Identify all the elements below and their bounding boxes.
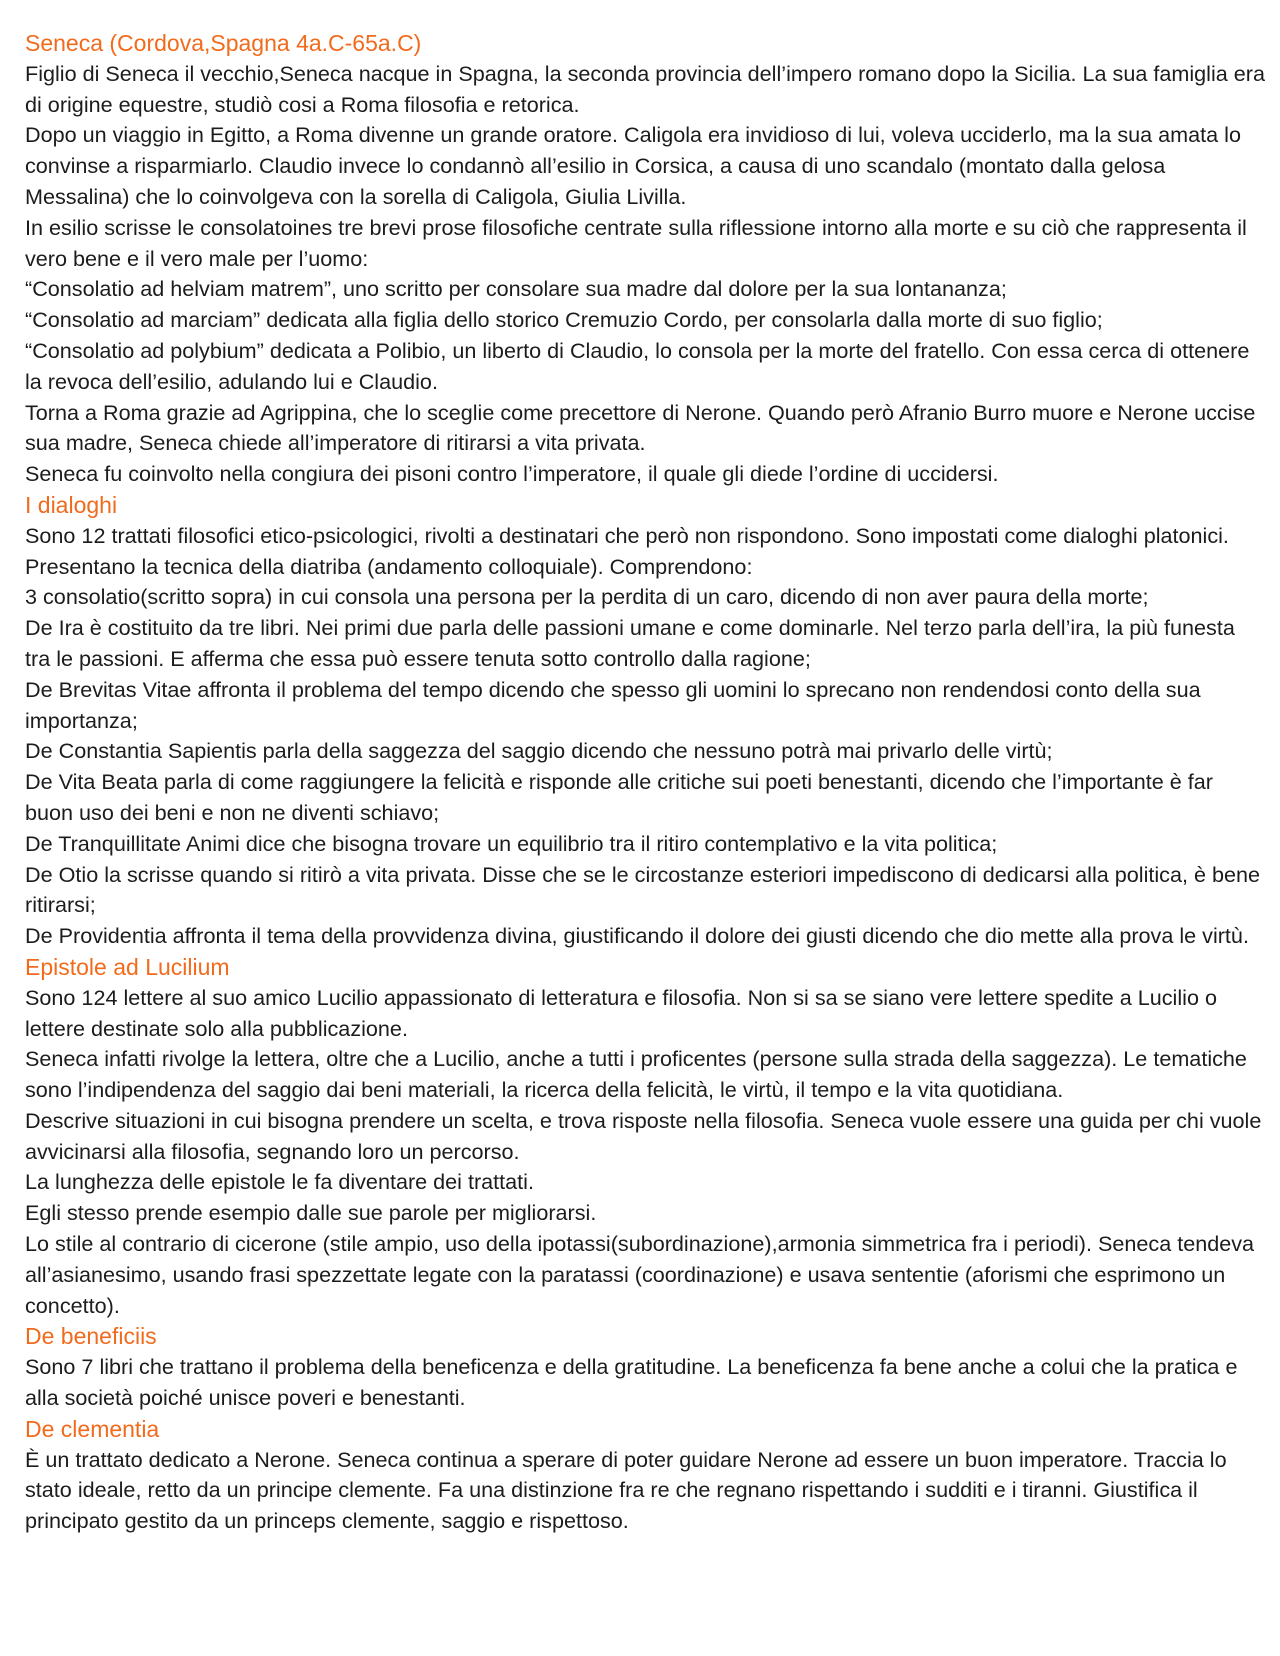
paragraph: Lo stile al contrario di cicerone (stile ampio, uso della ipotassi(subordinazione),armonia simmetrica fra i periodi). Seneca tendeva all’asianesimo, usando frasi spezzettate legate con la paratassi (coordinazione) e usava sententie (aforismi che esprimono un concetto). (25, 1231, 1255, 1318)
paragraph: Sono 7 libri che trattano il problema della beneficenza e della gratitudine. La beneficenza fa bene anche a colui che la pratica e alla società poiché unisce poveri e benestanti. (25, 1354, 1238, 1411)
section-heading: Seneca (Cordova,Spagna 4a.C-65a.C) (25, 30, 422, 56)
document-page (25, 28, 1265, 1537)
section-seneca (25, 28, 1265, 490)
paragraph: 3 consolatio(scritto sopra) in cui consola una persona per la perdita di un caro, dicendo di non aver paura della morte; (25, 584, 1149, 610)
section-beneficiis (25, 1321, 1265, 1413)
paragraph: Seneca fu coinvolto nella congiura dei pisoni contro l’imperatore, il quale gli diede l’ordine di uccidersi. (25, 461, 999, 487)
section-heading: I dialoghi (25, 491, 118, 518)
paragraph: De Brevitas Vitae affronta il problema del tempo dicendo che spesso gli uomini lo sprecano non rendendosi conto della sua importanza; (25, 676, 1201, 733)
paragraph: Egli stesso prende esempio dalle sue parole per migliorarsi. (25, 1200, 597, 1226)
paragraph: Sono 124 lettere al suo amico Lucilio appassionato di letteratura e filosofia. Non si sa se siano vere lettere spedite a Lucilio o lettere destinate solo alla pubblicazione. (25, 984, 1217, 1041)
paragraph: Dopo un viaggio in Egitto, a Roma divenne un grande oratore. Caligola era invidioso di lui, voleva ucciderlo, ma la sua amata lo convinse a risparmiarlo. Claudio invece lo condannò all’esilio in Corsica, a causa di uno scandalo (montato dalla gelosa Messalina) che lo coinvolgeva con la sorella di Caligola, Giulia Livilla. (25, 122, 1241, 209)
paragraph: È un trattato dedicato a Nerone. Seneca continua a sperare di poter guidare Nerone ad essere un buon imperatore. Traccia lo stato ideale, retto da un principe clemente. Fa una distinzione fra re che regnano rispettando i sudditi e i tiranni. Giustifica il principato gestito da un princeps clemente, saggio e rispettoso. (25, 1446, 1227, 1534)
paragraph: “Consolatio ad polybium” dedicata a Polibio, un liberto di Claudio, lo consola per la morte del fratello. Con essa cerca di ottenere la revoca dell’esilio, adulando lui e Claudio. (25, 337, 1250, 394)
paragraph: In esilio scrisse le consolatoines tre brevi prose filosofiche centrate sulla riflessione intorno alla morte e su ciò che rappresenta il vero bene e il vero male per l’uomo: (25, 214, 1247, 271)
section-clementia (25, 1414, 1265, 1537)
section-heading: De beneficiis (25, 1323, 157, 1350)
paragraph: Sono 12 trattati filosofici etico-psicologici, rivolti a destinatari che però non rispondono. Sono impostati come dialoghi platonici. Presentano la tecnica della diatriba (andamento colloquiale). Comprendono: (25, 522, 1229, 579)
paragraph: De Providentia affronta il tema della provvidenza divina, giustificando il dolore dei giusti dicendo che dio mette alla prova le virtù. (25, 923, 1249, 949)
section-heading: Epistole ad Lucilium (25, 953, 230, 980)
paragraph: La lunghezza delle epistole le fa diventare dei trattati. (25, 1169, 534, 1195)
section-epistole (25, 952, 1265, 1322)
paragraph: “Consolatio ad helviam matrem”, uno scritto per consolare sua madre dal dolore per la sua lontananza; (25, 276, 1007, 302)
paragraph: Descrive situazioni in cui bisogna prendere un scelta, e trova risposte nella filosofia. Seneca vuole essere una guida per chi vuole avvicinarsi alla filosofia, segnando loro un percorso. (25, 1107, 1262, 1164)
paragraph: De Constantia Sapientis parla della saggezza del saggio dicendo che nessuno potrà mai privarlo delle virtù; (25, 738, 1053, 764)
paragraph: Seneca infatti rivolge la lettera, oltre che a Lucilio, anche a tutti i proficentes (persone sulla strada della saggezza). Le tematiche sono l’indipendenza del saggio dai beni materiali, la ricerca della felicità, le virtù, il tempo e la vita quotidiana. (25, 1046, 1247, 1103)
paragraph: Figlio di Seneca il vecchio,Seneca nacque in Spagna, la seconda provincia dell’impero romano dopo la Sicilia. La sua famiglia era di origine equestre, studiò cosi a Roma filosofia e retorica. (25, 60, 1265, 117)
paragraph: De Ira è costituito da tre libri. Nei primi due parla delle passioni umane e come dominarle. Nel terzo parla dell’ira, la più funesta tra le passioni. E afferma che essa può essere tenuta sotto controllo dalla ragione; (25, 615, 1235, 671)
paragraph: Torna a Roma grazie ad Agrippina, che lo sceglie come precettore di Nerone. Quando però Afranio Burro muore e Nerone uccise sua madre, Seneca chiede all’imperatore di ritirarsi a vita privata. (25, 399, 1256, 456)
paragraph: “Consolatio ad marciam” dedicata alla figlia dello storico Cremuzio Cordo, per consolarla dalla morte di suo figlio; (25, 307, 1103, 333)
section-dialoghi (25, 490, 1265, 952)
paragraph: De Vita Beata parla di come raggiungere la felicità e risponde alle critiche sui poeti benestanti, dicendo che l’importante è far buon uso dei beni e non ne diventi schiavo; (25, 769, 1213, 825)
paragraph: De Tranquillitate Animi dice che bisogna trovare un equilibrio tra il ritiro contemplativo e la vita politica; (25, 830, 998, 856)
section-heading: De clementia (25, 1415, 160, 1442)
paragraph: De Otio la scrisse quando si ritirò a vita privata. Disse che se le circostanze esteriori impediscono di dedicarsi alla politica, è bene ritirarsi; (25, 861, 1261, 918)
